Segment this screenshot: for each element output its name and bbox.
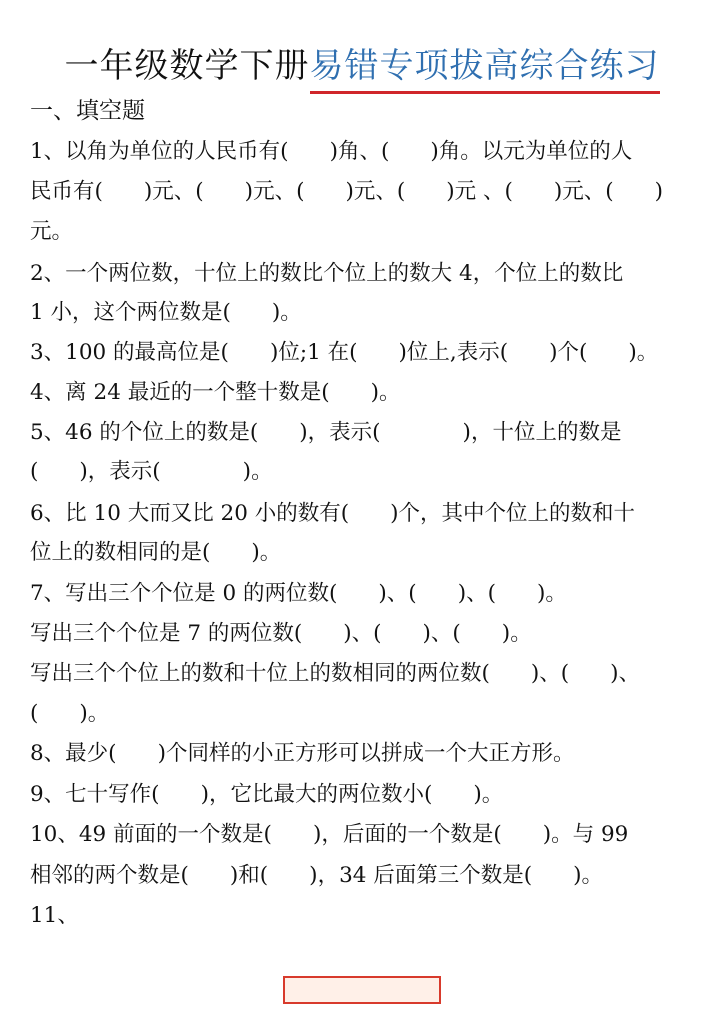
footer-decorative-box — [283, 976, 441, 1004]
question-line: 8、最少( )个同样的小正方形可以拼成一个大正方形。 — [30, 741, 575, 766]
question-line: 1 小，这个两位数是( )。 — [30, 300, 302, 325]
question-line: 2、一个两位数，十位上的数比个位上的数大 4，个位上的数比 — [30, 261, 624, 286]
question-line: 3、100 的最高位是( )位;1 在( )位上,表示( )个( )。 — [30, 340, 659, 365]
question-line: ( )，表示( )。 — [30, 459, 273, 484]
page-title — [0, 42, 724, 94]
question-line: 写出三个个位是 7 的两位数( )、( )、( )。 — [30, 621, 532, 646]
question-line: 5、46 的个位上的数是( )，表示( )，十位上的数是 — [30, 420, 622, 445]
title-topic-text: 易错专项拔高综合练习 — [310, 42, 660, 94]
question-line: 4、离 24 最近的一个整十数是( )。 — [30, 380, 401, 405]
title-grade-text: 一年级数学下册 — [64, 46, 310, 86]
question-line: 写出三个个位上的数和十位上的数相同的两位数( )、( )、 — [30, 661, 641, 686]
question-line: 相邻的两个数是( )和( )，34 后面第三个数是( )。 — [30, 863, 604, 888]
question-line: 10、49 前面的一个数是( )，后面的一个数是( )。与 99 — [30, 822, 629, 847]
question-line: 民币有( )元、( )元、( )元、( )元 、( )元、( ) — [30, 179, 664, 204]
question-line: 9、七十写作( )，它比最大的两位数小( )。 — [30, 782, 504, 807]
question-line: ( )。 — [30, 701, 110, 726]
question-line: 11、 — [30, 903, 79, 928]
question-line: 7、写出三个个位是 0 的两位数( )、( )、( )。 — [30, 581, 567, 606]
question-line: 元。 — [30, 219, 74, 244]
question-line: 6、比 10 大而又比 20 小的数有( )个，其中个位上的数和十 — [30, 501, 636, 526]
question-line: 位上的数相同的是( )。 — [30, 540, 282, 565]
section-heading-fill-in: 一、填空题 — [30, 98, 145, 124]
question-line: 1、以角为单位的人民币有( )角、( )角。以元为单位的人 — [30, 139, 633, 164]
